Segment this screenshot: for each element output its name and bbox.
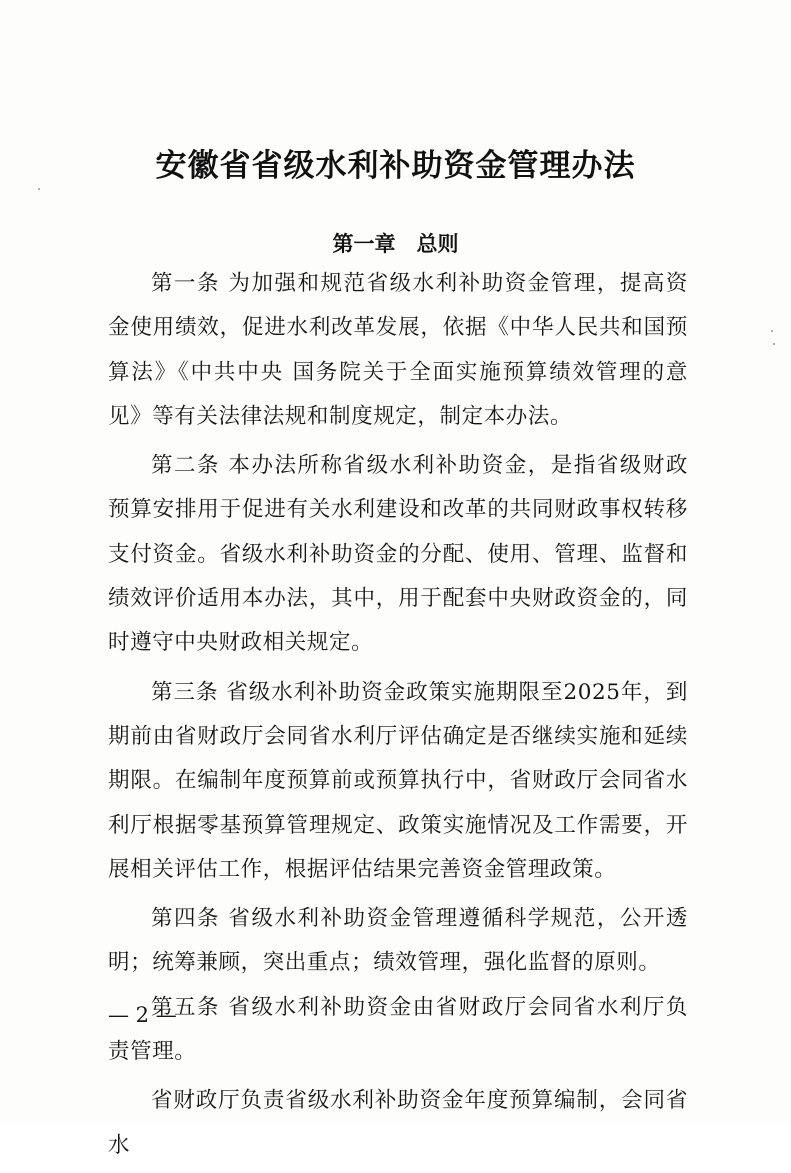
article-5: 第五条 省级水利补助资金由省财政厅会同省水利厅负责管理。 [108, 994, 688, 1065]
scan-speck [771, 330, 773, 332]
scan-speck [773, 343, 775, 345]
document-body [108, 262, 688, 1173]
chapter-heading: 第一章 总则 [332, 232, 459, 256]
article-3: 第三条 省级水利补助资金政策实施期限至2025年，到期前由省财政厅会同省水利厅评估确定是否继续实施和延续期限。在编制年度预算前或预算执行中，省财政厅会同省水利厅根据零基预算管理规定、政策实施情况及工作需要，开展相关评估工作，根据评估结果完善资金管理政策。 [108, 679, 688, 882]
article-1: 第一条 为加强和规范省级水利补助资金管理，提高资金使用绩效，促进水利改革发展，依据《中华人民共和国预算法》《中共中央 国务院关于全面实施预算绩效管理的意见》等有关法律法规和制度规定，制定本办法。 [108, 271, 688, 429]
article-4: 第四条 省级水利补助资金管理遵循科学规范，公开透明；统筹兼顾，突出重点；绩效管理，强化监督的原则。 [108, 906, 688, 976]
scan-speck [38, 188, 40, 190]
article-2: 第二条 本办法所称省级水利补助资金，是指省级财政预算安排用于促进有关水利建设和改革的共同财政事权转移支付资金。省级水利补助资金的分配、使用、管理、监督和绩效评价适用本办法，其中，用于配套中央财政资金的，同时遵守中央财政相关规定。 [108, 453, 688, 656]
page-number: — 2 — [108, 1003, 177, 1027]
document-title: 安徽省省级水利补助资金管理办法 [155, 148, 636, 184]
paragraph-continuation: 省财政厅负责省级水利补助资金年度预算编制，会同省水 [108, 1088, 688, 1158]
